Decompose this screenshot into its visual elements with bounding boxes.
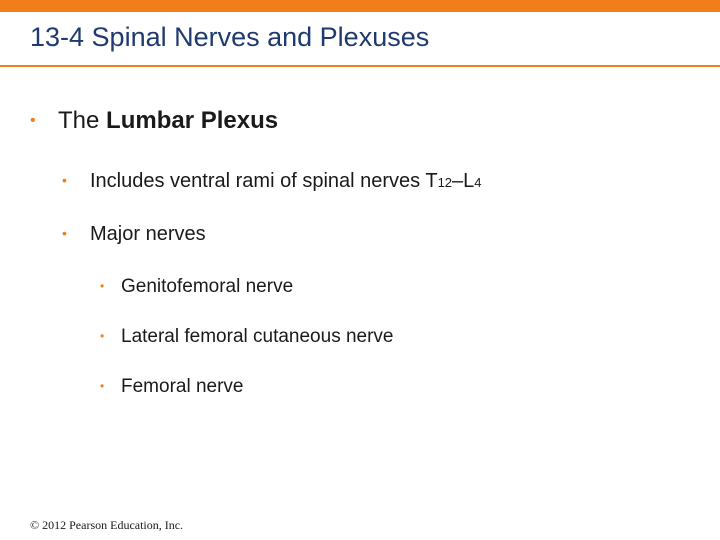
bullet-icon: • <box>100 379 105 393</box>
bullet-icon: • <box>62 225 67 241</box>
bullet-dash: –L <box>452 170 475 192</box>
bullet-icon: • <box>62 172 67 188</box>
bullet-icon: • <box>100 329 105 343</box>
slide-title: 13-4 Spinal Nerves and Plexuses <box>30 22 430 52</box>
copyright-notice: © 2012 Pearson Education, Inc. <box>30 518 184 532</box>
nerve-item <box>100 326 394 348</box>
subscript-l4: 4 <box>474 175 482 190</box>
nerve-label: Lateral femoral cutaneous nerve <box>121 326 394 347</box>
subscript-t12: 12 <box>437 175 453 190</box>
bullet-ventral-rami <box>62 170 482 193</box>
nerve-item <box>100 276 293 298</box>
bullet-icon: • <box>30 112 36 129</box>
bullet-prefix: The <box>58 107 107 134</box>
bullet-major-nerves <box>62 223 206 246</box>
bullet-icon: • <box>100 279 105 293</box>
bullet-text: Includes ventral rami of spinal nerves T <box>90 170 438 192</box>
bullet-bold-text: Lumbar Plexus <box>106 107 279 134</box>
bullet-lumbar-plexus <box>30 107 278 135</box>
bullet-text: Major nerves <box>90 223 206 245</box>
nerve-item <box>100 376 244 398</box>
nerve-label: Femoral nerve <box>121 376 244 397</box>
nerve-label: Genitofemoral nerve <box>121 276 294 297</box>
top-accent-bar <box>0 0 720 12</box>
title-divider <box>0 65 720 67</box>
